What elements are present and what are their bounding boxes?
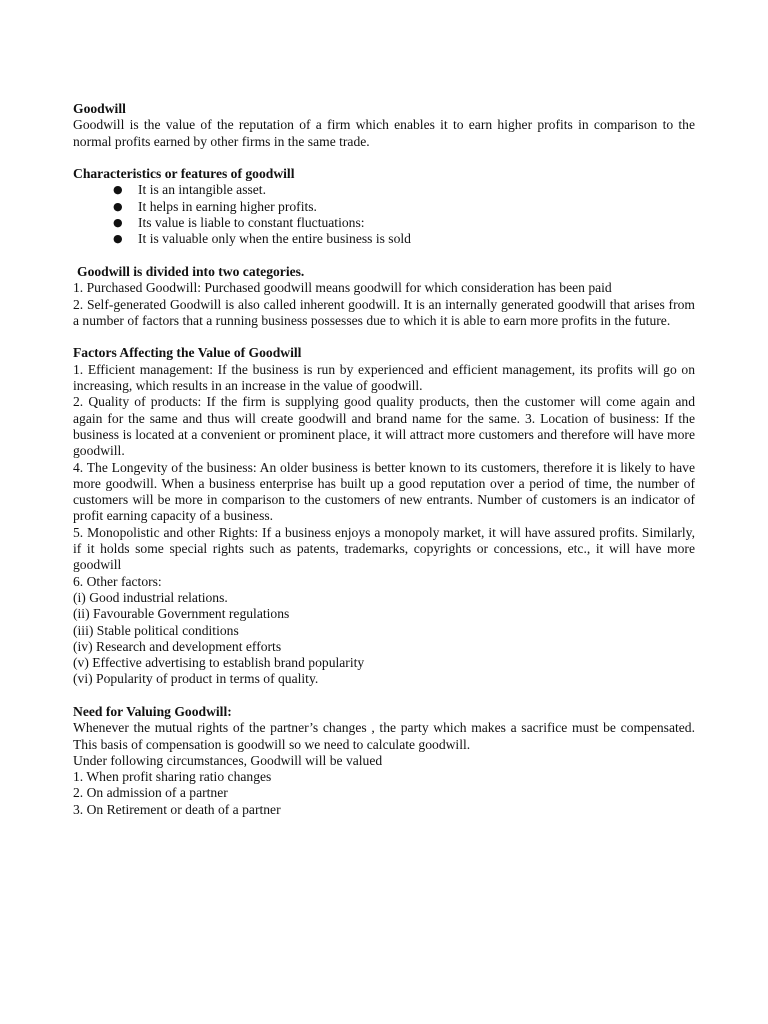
other-factor-item: (i) Good industrial relations. <box>73 589 228 605</box>
intro-paragraph: Goodwill is the value of the reputation of a firm which enables it to earn higher profits in comparison to the normal profits earned by other firms in the same trade. <box>73 117 695 149</box>
spacer <box>73 248 695 264</box>
other-factors-heading: 6. Other factors: <box>73 573 162 589</box>
factor-item: 1. Efficient management: If the business is run by experienced and efficient management, its profits will go on increasing, which results in an increase in the value of goodwill. <box>73 361 695 394</box>
factor-item: 4. The Longevity of the business: An older business is better known to its customers, therefore it is likely to have more goodwill. When a business enterprise has built up a good reputation over a period of time, the number of customers will be more in comparison to the customers of new entrants. Number of customers is an indicator of profit earning capacity of a business. <box>73 459 695 524</box>
factor-item: 2. Quality of products: If the firm is supplying good quality products, then the customer will come again and again for the same and thus will create goodwill and brand name for the same. 3. Location of business: If the business is located at a convenient or prominent place, it will attract more customers and therefore will have more goodwill. <box>73 394 695 459</box>
other-factor-item: (ii) Favourable Government regulations <box>73 606 290 622</box>
circumstance-item: 1. When profit sharing ratio changes <box>73 769 272 785</box>
spacer <box>73 329 695 345</box>
other-factor-item: (v) Effective advertising to establish brand popularity <box>73 655 365 671</box>
need-heading: Need for Valuing Goodwill: <box>73 703 232 719</box>
circumstance-item: 2. On admission of a partner <box>73 785 228 801</box>
characteristic-item: ● Its value is liable to constant fluctuations: <box>113 215 695 231</box>
document-page <box>73 101 695 818</box>
circumstances-intro: Under following circumstances, Goodwill will be valued <box>73 752 383 768</box>
factor-item: 5. Monopolistic and other Rights: If a business enjoys a monopoly market, it will have assured profits. Similarly, if it holds some special rights such as patents, trademarks, copyrights or concessions, etc., it will have more goodwill <box>73 524 695 573</box>
characteristic-item: ● It is valuable only when the entire business is sold <box>113 231 695 247</box>
characteristic-item: ● It helps in earning higher profits. <box>113 199 695 215</box>
spacer <box>73 150 695 166</box>
characteristics-list <box>73 182 695 247</box>
categories-heading: Goodwill is divided into two categories. <box>77 263 305 279</box>
other-factor-item: (iii) Stable political conditions <box>73 622 239 638</box>
other-factor-item: (iv) Research and development efforts <box>73 638 282 654</box>
page-title: Goodwill <box>73 101 126 116</box>
factors-heading: Factors Affecting the Value of Goodwill <box>73 345 302 361</box>
circumstance-item: 3. On Retirement or death of a partner <box>73 801 281 817</box>
category-item: 1. Purchased Goodwill: Purchased goodwill means goodwill for which consideration has been paid <box>73 280 612 296</box>
need-paragraph: Whenever the mutual rights of the partner’s changes , the party which makes a sacrifice must be compensated. This basis of compensation is goodwill so we need to calculate goodwill. <box>73 720 695 752</box>
spacer <box>73 688 695 704</box>
category-item: 2. Self-generated Goodwill is also called inherent goodwill. It is an internally generated goodwill that arises from a number of factors that a running business possesses due to which it is able to earn more profits in the future. <box>73 296 695 328</box>
characteristics-heading: Characteristics or features of goodwill <box>73 166 295 182</box>
other-factor-item: (vi) Popularity of product in terms of quality. <box>73 671 319 687</box>
characteristic-item: ● It is an intangible asset. <box>113 182 695 198</box>
